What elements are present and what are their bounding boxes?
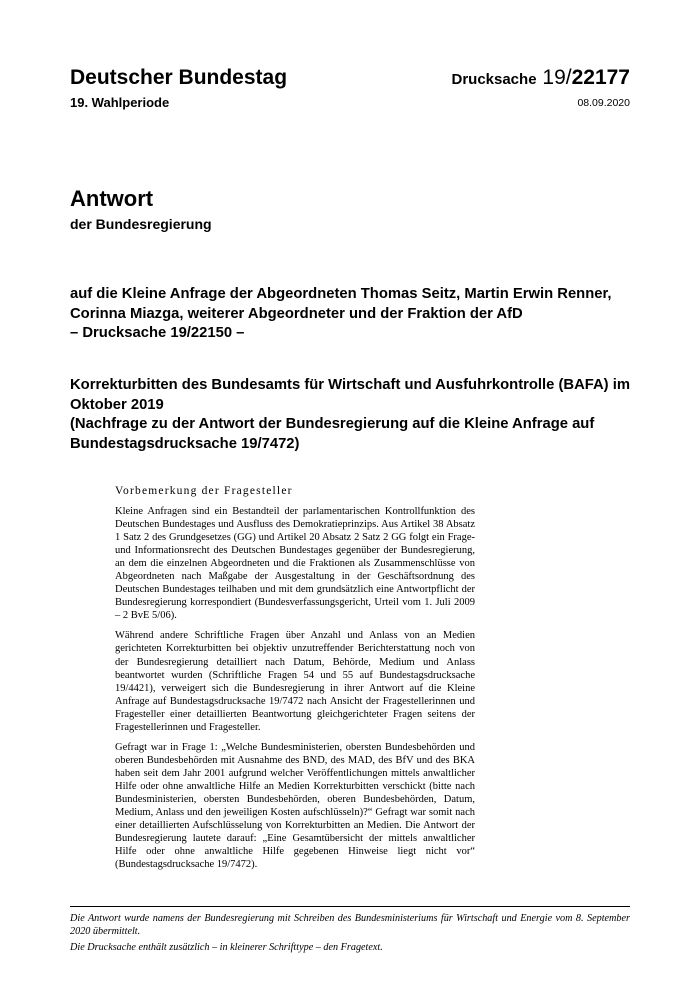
footer-notes <box>70 912 630 958</box>
document-number-prefix: 19/ <box>542 66 572 89</box>
title-line: (Nachfrage zu der Antwort der Bundesregierung auf die Kleine Anfrage auf <box>70 416 595 433</box>
document-number <box>451 66 630 90</box>
reference-line: – Drucksache 19/22150 – <box>70 325 245 342</box>
preliminary-remarks-heading: Vorbemerkung der Fragesteller <box>115 485 293 497</box>
paragraph: Gefragt war in Frage 1: „Welche Bundesministerien, obersten Bundesbehörden und oberen Bundesbehörden mit Ausnahme des BND, des MAD, des BfV und des BKA haben seit dem Jahr 2001 aufgrund welcher Veröffentlichungen mittels anwaltlicher Hilfe oder ohne anwaltliche Hilfe an Medien Korrekturbitten verschickt (bitte nach Bundesministerien, obersten Bundesbehörden, oberen Bundesbehörden, Datum, Medium, Anlass und den jeweiligen Kosten aufschlüsseln)?“ Gefragt war somit nach einer detaillierten Aufschlüsselung von Korrekturbitten an Medien. Die Antwort der Bundesregierung lautete darauf: „Eine Gesamtübersicht der mittels anwaltlicher Hilfe oder ohne anwaltliche Hilfe gegebenen Hinweise liegt nicht vor“ (Bundestagsdrucksache 19/7472). <box>115 741 475 871</box>
paragraph: Während andere Schriftliche Fragen über Anzahl und Anlass von an Medien gerichteten Korrekturbitten bei objektiv unzutreffender Berichterstattung noch von der Bundesregierung detailliert nach Datum, Behörde, Medium und Anlass beantwortet wurden (Schriftliche Fragen 54 und 55 auf Bundestagsdrucksache 19/4421), verweigert sich die Bundesregierung in ihrer Antwort auf die Kleine Anfrage auf Bundestagsdrucksache 19/7472 nach Ansicht der Fragestellerinnen und Fragesteller einer detaillierten Beantwortung gleichgerichteter Fragen seitens der Fragestellerinnen und Fragesteller. <box>115 630 475 733</box>
footer-divider <box>70 906 630 907</box>
paragraph: Kleine Anfragen sind ein Bestandteil der parlamentarischen Kontrollfunktion des Deutschen Bundestages und Ausfluss des Demokratieprinzips. Aus Artikel 38 Absatz 1 Satz 2 des Grundgesetzes (GG) und Artikel 20 Absatz 2 Satz 2 GG folgt ein Frage- und Informationsrecht des Deutschen Bundestages gegenüber der Bundesregierung, an dem die einzelnen Abgeordneten und die Fraktionen als Zusammenschlüsse von Abgeordneten nach Maßgabe der Ausgestaltung in der Geschäftsordnung des Deutschen Bundestages teilhaben und mit dem grundsätzlich eine Antwortpflicht der Bundesregierung korrespondiert (Bundesverfassungsgericht, Urteil vom 1. Juli 2009 – 2 BvE 5/06). <box>115 506 475 622</box>
reference-line: auf die Kleine Anfrage der Abgeordneten Thomas Seitz, Martin Erwin Renner, <box>70 286 612 302</box>
title-line: Bundestagsdrucksache 19/7472) <box>70 435 300 452</box>
legislative-period: 19. Wahlperiode <box>70 95 170 110</box>
document-type-heading: Antwort <box>70 186 154 211</box>
document-label: Drucksache <box>451 71 537 88</box>
document-subtitle: der Bundesregierung <box>70 216 212 232</box>
title-line: Oktober 2019 <box>70 396 164 413</box>
footer-note: Die Drucksache enthält zusätzlich – in kleinerer Schrifttype – den Fragetext. <box>70 942 383 954</box>
institution-name: Deutscher Bundestag <box>70 66 288 89</box>
inquiry-title <box>70 376 630 454</box>
document-number-main: 22177 <box>571 66 630 89</box>
document-date: 08.09.2020 <box>577 97 630 109</box>
inquiry-reference <box>70 285 630 344</box>
preliminary-remarks-body <box>115 505 475 878</box>
reference-line: Corinna Miazga, weiterer Abgeordneter und der Fraktion der AfD <box>70 305 523 322</box>
footer-note: Die Antwort wurde namens der Bundesregierung mit Schreiben des Bundesministeriums für Wirtschaft und Energie vom 8. September 2020 übermittelt. <box>70 913 630 938</box>
title-line: Korrekturbitten des Bundesamts für Wirtschaft und Ausfuhrkontrolle (BAFA) im <box>70 377 630 393</box>
